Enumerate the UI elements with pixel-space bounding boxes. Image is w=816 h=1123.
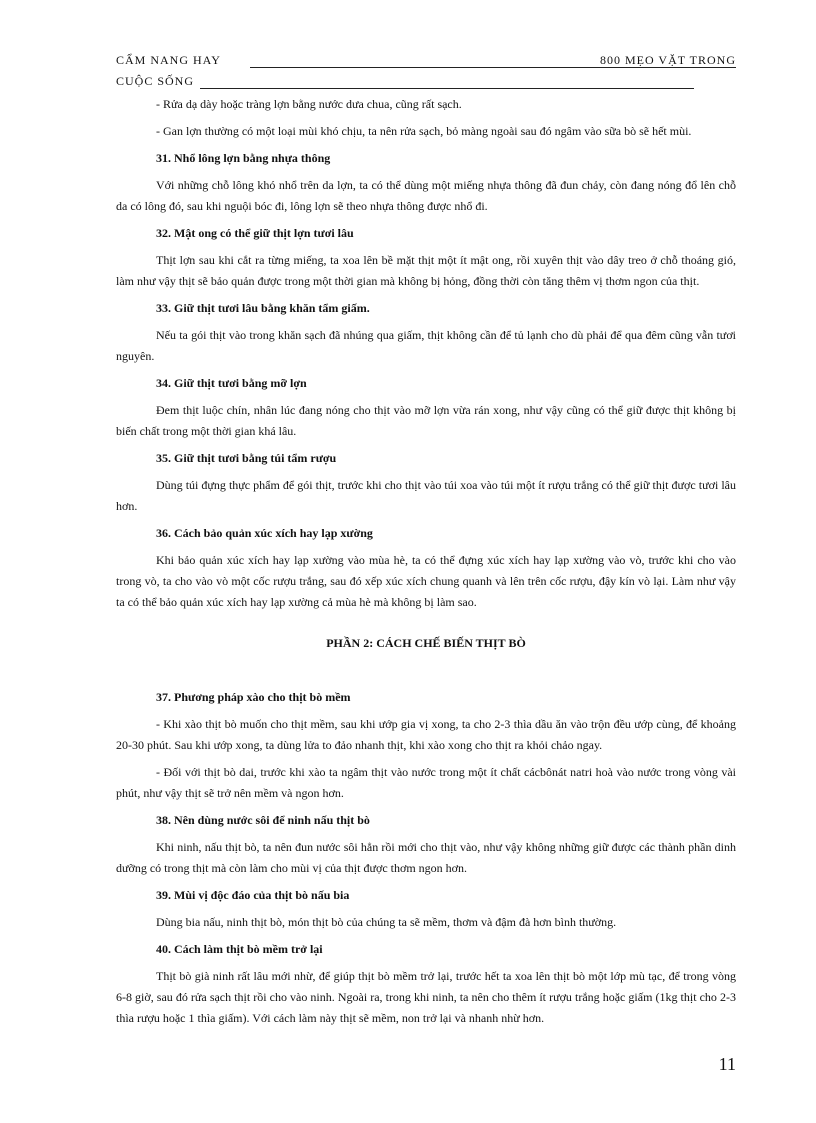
section-title: 32. Mật ong có thể giữ thịt lợn tươi lâu <box>156 226 354 240</box>
paragraph: Với những chỗ lông khó nhổ trên da lợn, ta có thể dùng một miếng nhựa thông đã đun chảy, còn đang nóng đổ lên chỗ da có lông đó, sau khi nguội bóc đi, lông lợn sẽ theo nhựa thông được nhổ đi. <box>116 178 736 213</box>
paragraph: - Rửa dạ dày hoặc tràng lợn bằng nước dưa chua, cũng rất sạch. <box>156 97 462 111</box>
paragraph: Thịt lợn sau khi cắt ra từng miếng, ta xoa lên bề mặt thịt một ít mật ong, rồi xuyên thịt vào dây treo ở chỗ thoáng gió, làm như vậy thịt sẽ bảo quản được trong một thời gian mà không bị hỏng, đồng thời còn tăng thêm vị thơm ngon của thịt. <box>116 253 736 288</box>
header-left-line2: CUỘC SỐNG <box>116 74 195 88</box>
paragraph: Nếu ta gói thịt vào trong khăn sạch đã nhúng qua giấm, thịt không cần để tủ lạnh cho dù phải để qua đêm cũng vẫn tươi nguyên. <box>116 328 736 363</box>
paragraph: Khi ninh, nấu thịt bò, ta nên đun nước sôi hẳn rồi mới cho thịt vào, như vậy không những giữ được các thành phần dinh dưỡng có trong thịt mà còn làm cho mùi vị của thịt được thơm ngon hơn. <box>116 840 736 875</box>
header-rule-2 <box>200 88 694 89</box>
paragraph: Đem thịt luộc chín, nhân lúc đang nóng cho thịt vào mỡ lợn vừa rán xong, như vậy cũng có thể giữ được thịt không bị biến chất trong một thời gian khá lâu. <box>116 403 736 438</box>
header-right: 800 MẸO VẶT TRONG <box>599 53 736 67</box>
paragraph: Dùng bia nấu, ninh thịt bò, món thịt bò của chúng ta sẽ mềm, thơm và đậm đà hơn bình thường. <box>156 915 617 929</box>
header-rule <box>250 67 736 68</box>
section-title: 33. Giữ thịt tươi lâu bằng khăn tẩm giấm. <box>156 301 370 315</box>
paragraph: - Khi xào thịt bò muốn cho thịt mềm, sau khi ướp gia vị xong, ta cho 2-3 thìa dầu ăn vào trộn đều ướp cùng, để khoảng 20-30 phút. Sau khi ướp xong, ta dùng lửa to đảo nhanh thịt, khi xào xong cho thịt ra khỏi chảo ngay. <box>116 717 736 752</box>
section-title: 36. Cách bảo quản xúc xích hay lạp xường <box>156 526 373 540</box>
section-title: 34. Giữ thịt tươi bằng mỡ lợn <box>156 376 307 390</box>
paragraph: Thịt bò già ninh rất lâu mới nhừ, để giúp thịt bò mềm trở lại, trước hết ta xoa lên thịt bò một lớp mù tạc, để trong vòng 6-8 giờ, sau đó rửa sạch thịt rồi cho vào ninh. Ngoài ra, trong khi ninh, ta nên cho thêm ít rượu trắng hoặc giấm (1kg thịt cho 2-3 thìa rượu hoặc 1 thìa giấm). Với cách làm này thịt sẽ mềm, non trở lại và nhanh nhừ hơn. <box>116 969 736 1025</box>
paragraph: - Đối với thịt bò dai, trước khi xào ta ngâm thịt vào nước trong một ít chất cácbônát natri hoà vào nước trong vòng vài phút, như vậy thịt sẽ trở nên mềm và ngon hơn. <box>116 765 736 800</box>
part-heading: PHẦN 2: CÁCH CHẾ BIẾN THỊT BÒ <box>326 636 526 650</box>
section-title: 31. Nhổ lông lợn bằng nhựa thông <box>156 151 331 165</box>
section-title: 38. Nên dùng nước sôi để ninh nấu thịt bò <box>156 813 370 827</box>
paragraph: Dùng túi đựng thực phẩm để gói thịt, trước khi cho thịt vào túi xoa vào túi một ít rượu trắng có thể giữ thịt được tươi lâu hơn. <box>116 478 736 513</box>
page-content <box>116 94 736 1035</box>
section-title: 39. Mùi vị độc đáo của thịt bò nấu bia <box>156 888 350 902</box>
page-number: 11 <box>718 1054 736 1074</box>
section-title: 40. Cách làm thịt bò mềm trở lại <box>156 942 323 956</box>
section-title: 35. Giữ thịt tươi bằng túi tẩm rượu <box>156 451 337 465</box>
paragraph: Khi bảo quản xúc xích hay lạp xường vào mùa hè, ta có thể đựng xúc xích hay lạp xường vào vò, trước khi cho vào trong vò, ta cho vào vò một cốc rượu trắng, sau đó xếp xúc xích chung quanh và lên trên cốc rượu, đậy kín vò lại. Làm như vậy ta có thể bảo quản xúc xích hay lạp xường cả mùa hè mà không bị làm sao. <box>116 553 736 609</box>
header-left: CẨM NANG HAY <box>116 53 221 67</box>
paragraph: - Gan lợn thường có một loại mùi khó chịu, ta nên rửa sạch, bỏ màng ngoài sau đó ngâm vào sữa bò sẽ hết mùi. <box>156 124 692 138</box>
section-title: 37. Phương pháp xào cho thịt bò mềm <box>156 690 351 704</box>
